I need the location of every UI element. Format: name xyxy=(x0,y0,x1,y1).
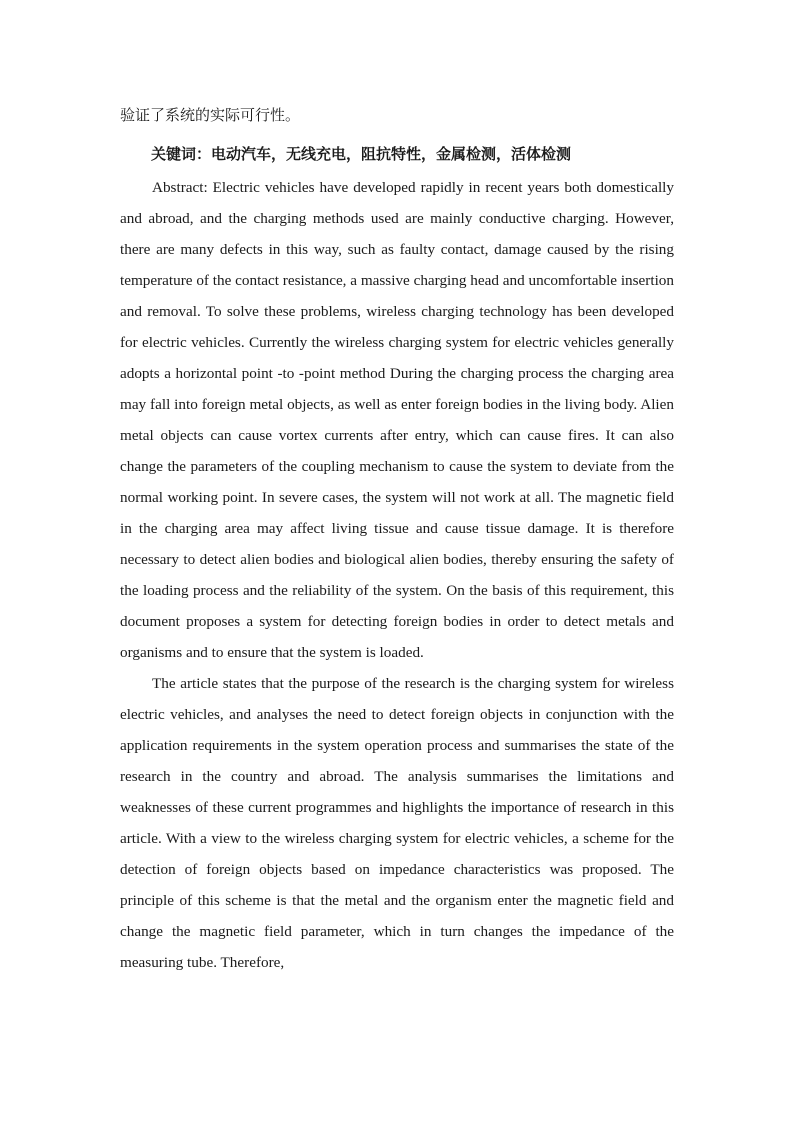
keywords-line: 关键词：电动汽车，无线充电，阻抗特性，金属检测，活体检测 xyxy=(151,145,572,163)
document-page xyxy=(120,103,674,978)
body-paragraph: The article states that the purpose of the research is the charging system for wireless electric vehicles, and analyses the need to detect foreign objects in conjunction with the application requirements in the system operation process and summarises the state of the research in the country and abroad. The analysis summarises the limitations and weaknesses of these current programmes and highlights the importance of research in this article. With a view to the wireless charging system for electric vehicles, a scheme for the detection of foreign objects based on impedance characteristics was proposed. The principle of this scheme is that the metal and the organism enter the magnetic field and change the magnetic field parameter, which in turn changes the impedance of the measuring tube. Therefore, xyxy=(120,675,674,971)
abstract-paragraph: Abstract: Electric vehicles have developed rapidly in recent years both domestically and abroad, and the charging methods used are mainly conductive charging. However, there are many defects in this way, such as faulty contact, damage caused by the rising temperature of the contact resistance, a massive charging head and uncomfortable insertion and removal. To solve these problems, wireless charging technology has been developed for electric vehicles. Currently the wireless charging system for electric vehicles generally adopts a horizontal point -to -point method During the charging process the charging area may fall into foreign metal objects, as well as enter foreign bodies in the living body. Alien metal objects can cause vortex currents after entry, which can cause fires. It can also change the parameters of the coupling mechanism to cause the system to deviate from the normal working point. In severe cases, the system will not work at all. The magnetic field in the charging area may affect living tissue and cause tissue damage. It is therefore necessary to detect alien bodies and biological alien bodies, thereby ensuring the safety of the loading process and the reliability of the system. On the basis of this requirement, this document proposes a system for detecting foreign bodies in order to detect metals and organisms and to ensure that the system is loaded. xyxy=(120,179,674,661)
chinese-abstract-tail: 验证了系统的实际可行性。 xyxy=(120,106,301,124)
